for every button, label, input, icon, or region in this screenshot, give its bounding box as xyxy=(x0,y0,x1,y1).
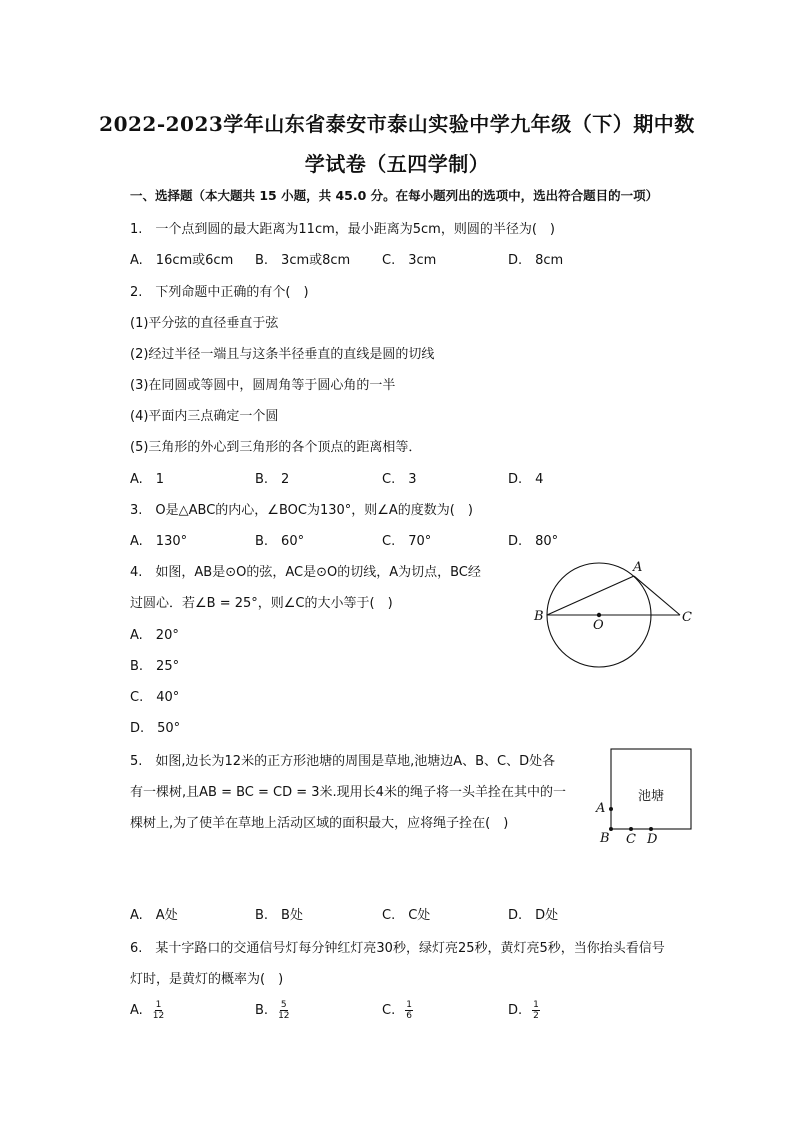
label-c: C xyxy=(682,610,692,625)
label-b: B xyxy=(534,609,544,624)
question-4-stem-line1: 4. 如图，AB是⊙O的弦，AC是⊙O的切线，A为切点，BC经 xyxy=(130,565,481,580)
fraction: $\frac{1}{12}$ xyxy=(152,1000,165,1021)
pond-label: 池塘 xyxy=(637,789,665,804)
question-5-stem-line1: 5. 如图,边长为12米的正方形池塘的周围是草地,池塘边A、B、C、D处各 xyxy=(130,754,556,769)
fraction: $\frac{1}{6}$ xyxy=(406,1000,412,1021)
q2-option-a: A. 1 xyxy=(130,472,165,487)
q1-option-d: D. 8cm xyxy=(508,253,564,268)
q2-statement-5: (5)三角形的外心到三角形的各个顶点的距离相等． xyxy=(130,440,422,455)
q5-option-a: A. A处 xyxy=(130,908,178,923)
chord-ab xyxy=(547,576,634,615)
tangent-ac xyxy=(634,576,680,615)
question-2-stem: 2. 下列命题中正确的有个( ) xyxy=(130,285,309,300)
q5-option-c: C. C处 xyxy=(382,908,431,923)
center-point-o xyxy=(597,613,601,617)
q6-option-c: C. $\frac{1}{6}$ xyxy=(382,1000,412,1021)
section-heading: 一、选择题（本大题共 15 小题，共 45.0 分。在每小题列出的选项中，选出符合题目的一项） xyxy=(130,188,659,203)
tree-d xyxy=(649,827,653,831)
q2-option-d: D. 4 xyxy=(508,472,544,487)
label-d: D xyxy=(647,832,658,847)
q6-option-b: B. $\frac{5}{12}$ xyxy=(255,1000,290,1021)
label-c: C xyxy=(626,832,636,847)
q5-pond-figure xyxy=(592,744,696,848)
q2-option-b: B. 2 xyxy=(255,472,290,487)
label-a: A xyxy=(633,560,643,575)
question-1-stem: 1. 一个点到圆的最大距离为11cm，最小距离为5cm，则圆的半径为( ) xyxy=(130,222,555,237)
label-a: A xyxy=(596,801,606,816)
q6-option-d: D. $\frac{1}{2}$ xyxy=(508,1000,539,1021)
q1-option-b: B. 3cm或8cm xyxy=(255,253,351,268)
q4-option-b: B. 25° xyxy=(130,659,180,674)
q3-option-c: C. 70° xyxy=(382,534,432,549)
question-5-stem-line3: 棵树上,为了使羊在草地上活动区域的面积最大，应将绳子拴在( ) xyxy=(130,816,509,831)
question-3-stem: 3. O是△ABC的内心，∠BOC为130°，则∠A的度数为( ) xyxy=(130,503,473,518)
q2-statement-3: (3)在同圆或等圆中，圆周角等于圆心角的一半 xyxy=(130,378,396,393)
q3-option-a: A. 130° xyxy=(130,534,188,549)
tree-c xyxy=(629,827,633,831)
exam-title-line1: 2022-2023学年山东省泰安市泰山实验中学九年级（下）期中数 xyxy=(99,112,695,136)
q4-option-d: D. 50° xyxy=(130,721,181,736)
q2-statement-2: (2)经过半径一端且与这条半径垂直的直线是圆的切线 xyxy=(130,347,435,362)
q5-option-d: D. D处 xyxy=(508,908,559,923)
tree-b xyxy=(609,827,613,831)
question-5-stem-line2: 有一棵树,且AB = BC = CD = 3米.现用长4米的绳子将一头羊拴在其中的一 xyxy=(130,785,566,800)
label-o: O xyxy=(593,618,604,633)
q5-option-b: B. B处 xyxy=(255,908,303,923)
q1-option-c: C. 3cm xyxy=(382,253,437,268)
q3-option-b: B. 60° xyxy=(255,534,305,549)
tree-a xyxy=(609,807,613,811)
q6-option-a: A. $\frac{1}{12}$ xyxy=(130,1000,165,1021)
q3-option-d: D. 80° xyxy=(508,534,559,549)
fraction: $\frac{5}{12}$ xyxy=(278,1000,290,1021)
label-b: B xyxy=(600,831,610,846)
q1-option-a: A. 16cm或6cm xyxy=(130,253,234,268)
q4-option-c: C. 40° xyxy=(130,690,180,705)
q2-statement-4: (4)平面内三点确定一个圆 xyxy=(130,409,279,424)
q2-option-c: C. 3 xyxy=(382,472,417,487)
q2-statement-1: (1)平分弦的直径垂直于弦 xyxy=(130,316,279,331)
question-6-stem-line2: 灯时，是黄灯的概率为( ) xyxy=(130,972,284,987)
q4-option-a: A. 20° xyxy=(130,628,179,643)
q4-circle-figure xyxy=(528,556,700,672)
question-6-stem-line1: 6. 某十字路口的交通信号灯每分钟红灯亮30秒，绿灯亮25秒，黄灯亮5秒，当你抬头看信号 xyxy=(130,941,665,956)
question-4-stem-line2: 过圆心．若∠B = 25°，则∠C的大小等于( ) xyxy=(130,596,393,611)
fraction: $\frac{1}{2}$ xyxy=(533,1000,539,1021)
exam-title-line2: 学试卷（五四学制） xyxy=(304,152,490,176)
